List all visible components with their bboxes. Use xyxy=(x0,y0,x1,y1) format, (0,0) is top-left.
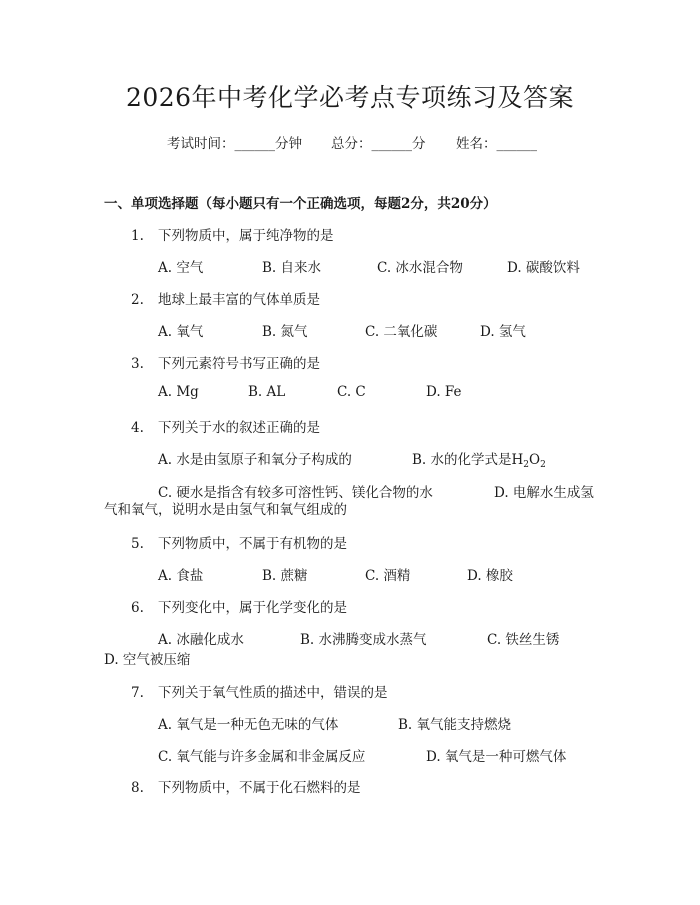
q4-option-c: C. 硬水是指含有较多可溶性钙、镁化合物的水 xyxy=(158,485,433,501)
q6-option-b: B. 水沸腾变成水蒸气 xyxy=(300,632,427,648)
section-heading: 一、单项选择题（每小题只有一个正确选项，每题2分，共20分） xyxy=(104,196,497,212)
question-text: 下列物质中，属于纯净物的是 xyxy=(158,228,334,244)
question-5 xyxy=(131,532,347,552)
q6-option-c: C. 铁丝生锈 xyxy=(487,632,560,648)
q7-option-c: C. 氧气能与许多金属和非金属反应 xyxy=(158,749,366,765)
q5-option-c: C. 酒精 xyxy=(365,568,411,584)
question-number: 6. xyxy=(131,600,144,616)
question-2 xyxy=(131,288,320,308)
question-1 xyxy=(131,224,334,244)
q7-option-b: B. 氧气能支持燃烧 xyxy=(398,717,512,733)
question-text: 下列物质中，不属于化石燃料的是 xyxy=(158,780,361,796)
q2-option-a: A. 氧气 xyxy=(158,324,204,340)
question-text: 下列关于水的叙述正确的是 xyxy=(158,420,320,436)
question-3 xyxy=(131,352,320,372)
q3-option-a: A. Mg xyxy=(158,384,199,400)
question-text: 下列物质中，不属于有机物的是 xyxy=(158,536,347,552)
q3-option-d: D. Fe xyxy=(426,384,462,400)
q7-option-a: A. 氧气是一种无色无味的气体 xyxy=(158,717,339,733)
q3-option-c: C. C xyxy=(337,384,366,400)
question-text: 下列关于氧气性质的描述中，错误的是 xyxy=(158,685,388,701)
question-6 xyxy=(131,596,347,616)
q3-option-b: B. AL xyxy=(248,384,286,400)
total-score-field: 总分：______分 xyxy=(331,136,426,152)
question-text: 下列变化中，属于化学变化的是 xyxy=(158,600,347,616)
question-number: 5. xyxy=(131,536,144,552)
question-number: 3. xyxy=(131,356,144,372)
q6-option-a: A. 冰融化成水 xyxy=(158,632,244,648)
page-title: 2026年中考化学必考点专项练习及答案 xyxy=(125,83,575,112)
q2-option-c: C. 二氧化碳 xyxy=(365,324,438,340)
q4-option-a: A. 水是由氢原子和氧分子构成的 xyxy=(158,452,352,468)
q5-option-b: B. 蔗糖 xyxy=(262,568,308,584)
q1-option-c: C. 冰水混合物 xyxy=(377,260,463,276)
q4-option-b: B. 水的化学式是$H_2O_2$ xyxy=(412,452,546,470)
q5-option-a: A. 食盐 xyxy=(158,568,204,584)
q6-option-d: D. 空气被压缩 xyxy=(104,652,191,668)
exam-time-field: 考试时间：______分钟 xyxy=(167,136,302,152)
question-number: 8. xyxy=(131,780,144,796)
q2-option-d: D. 氢气 xyxy=(480,324,526,340)
question-number: 1. xyxy=(131,228,144,244)
question-8 xyxy=(131,776,361,796)
question-7 xyxy=(131,681,388,701)
q4-option-d: D. 电解水生成氢 xyxy=(494,485,594,501)
question-number: 7. xyxy=(131,685,144,701)
q4-option-d-continued: 气和氧气，说明水是由氢气和氧气组成的 xyxy=(104,502,347,518)
q1-option-b: B. 自来水 xyxy=(262,260,322,276)
question-number: 4. xyxy=(131,420,144,436)
q7-option-d: D. 氧气是一种可燃气体 xyxy=(426,749,567,765)
q2-option-b: B. 氮气 xyxy=(262,324,308,340)
question-number: 2. xyxy=(131,292,144,308)
q1-option-d: D. 碳酸饮料 xyxy=(507,260,580,276)
question-text: 地球上最丰富的气体单质是 xyxy=(158,292,320,308)
question-text: 下列元素符号书写正确的是 xyxy=(158,356,320,372)
question-4 xyxy=(131,416,320,436)
student-name-field: 姓名：______ xyxy=(456,136,537,152)
q1-option-a: A. 空气 xyxy=(158,260,204,276)
q5-option-d: D. 橡胶 xyxy=(467,568,513,584)
